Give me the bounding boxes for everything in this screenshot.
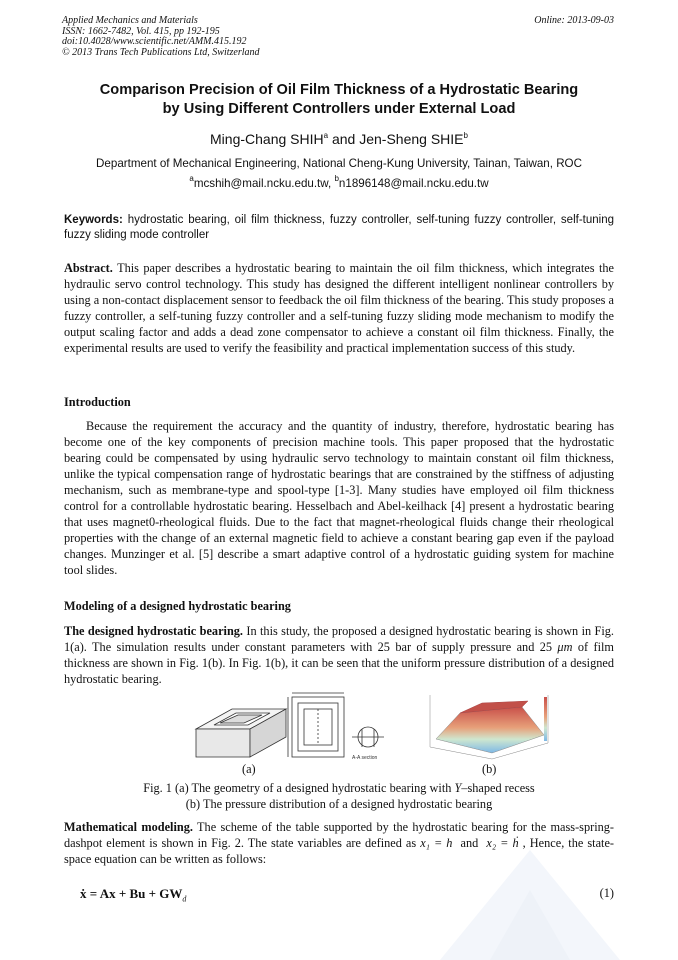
author-2-sup: b <box>463 131 468 140</box>
figure-caption-line-2: (b) The pressure distribution of a designed hydrostatic bearing <box>185 797 493 811</box>
figure-caption-line-1 <box>0 780 678 796</box>
title-line-2: by Using Different Controllers under External Load <box>162 101 516 117</box>
design-text-a: In this study, the proposed a designed hydrostatic bearing is shown in Fig. 1(a). The simulation results under constant parameters with 25 bar of supply pressure and 25 <box>64 624 614 654</box>
journal-header <box>62 16 260 58</box>
affiliation: Department of Mechanical Engineering, National Cheng-Kung University, Tainan, Taiwan, ROC <box>96 157 582 170</box>
email-a[interactable]: mcshih@mail.ncku.edu.tw, <box>193 177 335 190</box>
watermark-graphic <box>380 830 678 960</box>
pressure-distribution-plot <box>430 695 548 759</box>
copyright-line: © 2013 Trans Tech Publications Ltd, Switzerland <box>62 46 260 58</box>
author-1-sup: a <box>323 131 329 140</box>
figure-label-a: (a) <box>242 762 256 776</box>
modeling-heading: Modeling of a designed hydrostatic bearing <box>64 599 291 613</box>
state-x2: x₂ = ḣ <box>486 836 519 850</box>
online-date: Online: 2013-09-03 <box>534 15 614 26</box>
math-mid: and <box>452 836 487 850</box>
author-2: Jen-Sheng SHIE <box>359 131 464 147</box>
design-paragraph <box>64 623 614 687</box>
equation-1 <box>80 886 186 904</box>
design-label: The designed hydrostatic bearing. <box>64 624 244 638</box>
equation-number: (1) <box>599 886 614 900</box>
bearing-section-drawing <box>352 727 384 747</box>
author-list <box>0 131 678 147</box>
equation-subscript: d <box>182 894 187 904</box>
intro-heading: Introduction <box>64 395 131 409</box>
caption-y-symbol: Y <box>454 781 462 795</box>
abstract <box>64 260 614 356</box>
title-line-1: Comparison Precision of Oil Film Thickness of a Hydrostatic Bearing <box>99 82 579 98</box>
abstract-label: Abstract. <box>64 261 113 275</box>
micrometer-unit: μm <box>557 640 573 654</box>
caption-text-b: –shaped recess <box>461 781 535 795</box>
bearing-plan-view-drawing <box>288 693 344 757</box>
math-text-b: , Hence, the state-space equation can be written as follows: <box>64 836 614 866</box>
intro-paragraph: Because the requirement the accuracy and the quantity of industry, therefore, hydrostatic bearing has become one of the key components of precision machine tools. This paper proposed that the hydrostatic bearing could be compensated by using hydraulic servo technology to maintain constant oil film thickness, unlike the typical compensation range of hydrostatic bearings that are constrained by the stiffness of adjusting mechanism, such as membrane-type and spool-type [1-3]. Many studies have employed oil film thickness control for a controllable hydrostatic bearing. Hesselbach and Abel-keilhack [4] present a hydrostatic bearing that uses magnet0-rheological fluids. Due to the fact that magnet-rheological fluids change their rheological properties with the change of an external magnetic field to achieve a constant bearing gap even if the payload changes. Munzinger et al. [5] describe a smart adaptive control of a hydrostatic guiding system for machine tool slides. <box>64 419 614 577</box>
email-b-sup: b <box>334 174 339 183</box>
math-text-a: The scheme of the table supported by the hydrostatic bearing for the mass-spring-dashpot element is shown in Fig. 2. The state variables are defined as <box>64 820 614 850</box>
keywords-label: Keywords: <box>64 214 123 226</box>
email-list <box>0 174 678 190</box>
email-a-sup: a <box>189 174 194 183</box>
figure-label-b: (b) <box>482 762 497 776</box>
design-text-b: of film thickness are shown in Fig. 1(b). In Fig. 1(b), it can be seen that the uniform pressure distribution of a designed hydrostatic bearing. <box>64 640 614 686</box>
abstract-text: This paper describes a hydrostatic bearing to maintain the oil film thickness, which integrates the hydraulic servo control technology. This study has designed the different intelligent nonlinear controllers by using a non-contact displacement sensor to feedback the oil film thickness of the bearing. This study proposes a fuzzy controller, a self-tuning fuzzy controller and a self-tuning fuzzy sliding mode mechanism to modify the output scaling factor and adds a dead zone compensator to achieve a constant oil film thickness. Finally, the experimental results are used to verify the feasibility and practical implementation success of this study. <box>64 261 614 355</box>
figure-1-drawings <box>192 689 552 761</box>
math-label: Mathematical modeling. <box>64 820 193 834</box>
journal-name: Applied Mechanics and Materials <box>62 15 198 26</box>
section-label: A-A section <box>352 755 378 761</box>
author-1: Ming-Chang SHIH <box>210 131 324 147</box>
paper-title <box>40 81 638 119</box>
email-b[interactable]: n1896148@mail.ncku.edu.tw <box>338 177 489 190</box>
bearing-isometric-drawing <box>196 709 286 757</box>
doi-line: doi:10.4028/www.scientific.net/AMM.415.192 <box>62 36 247 47</box>
keywords-text: hydrostatic bearing, oil film thickness, fuzzy controller, self-tuning fuzzy controller, self-tuning fuzzy sliding mode controller <box>64 214 618 241</box>
issn-line: ISSN: 1662-7482, Vol. 415, pp 192-195 <box>62 25 220 37</box>
state-x1: x₁ = h <box>420 836 453 850</box>
caption-text-a: Fig. 1 (a) The geometry of a designed hydrostatic bearing with <box>143 781 455 795</box>
author-and: and <box>328 131 360 147</box>
equation-body: ẋ = Ax + Bu + GW <box>80 886 183 901</box>
keywords <box>64 213 618 242</box>
